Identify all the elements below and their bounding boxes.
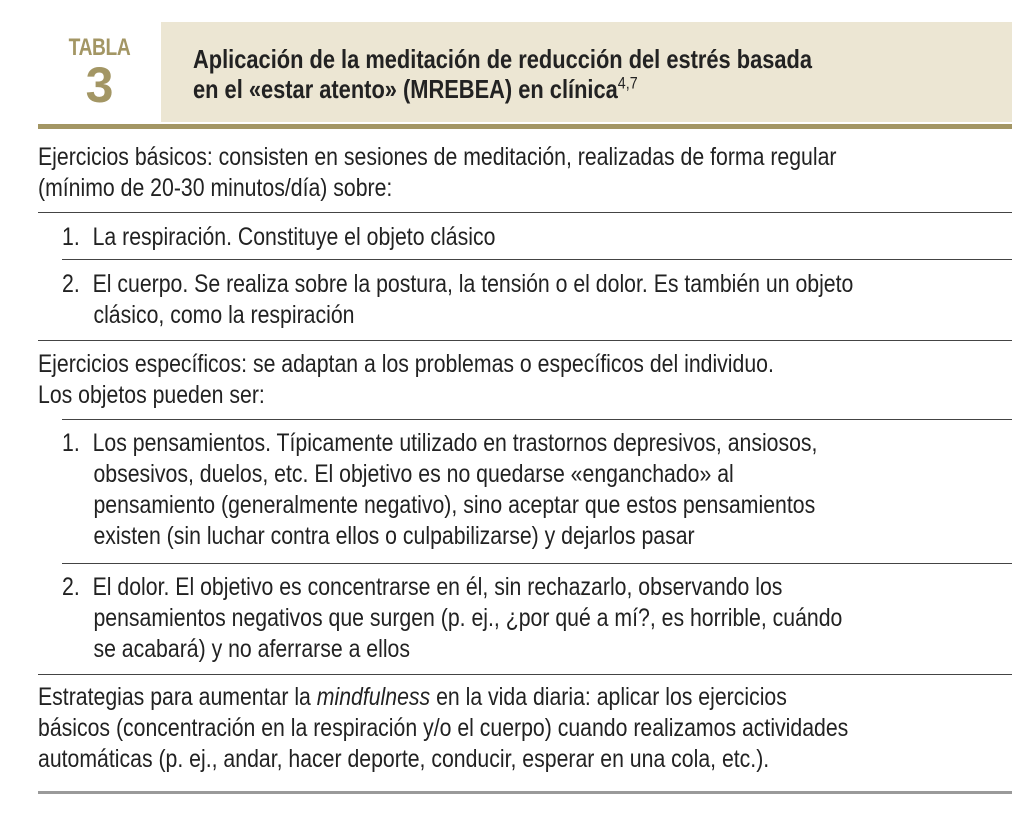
section-especificos	[38, 349, 1012, 411]
list-item-line: existen (sin luchar contra ellos o culpabilizarse) y dejarlos pasar	[93, 522, 695, 550]
list-item	[62, 428, 1012, 552]
section-especificos-line-1: Ejercicios específicos: se adaptan a los problemas o específicos del individuo.	[38, 350, 774, 378]
list-item-line: se acabará) y no aferrarse a ellos	[93, 635, 411, 663]
list-item-line: clásico, como la respiración	[93, 301, 355, 329]
estrategias-emphasis: mindfulness	[316, 683, 431, 711]
list-item-number: 2.	[62, 573, 80, 601]
header-rule	[38, 124, 1012, 129]
divider	[62, 419, 1012, 420]
list-item	[62, 572, 1012, 665]
table-header	[38, 22, 1012, 122]
list-item-text: Los pensamientos. Típicamente utilizado en trastornos depresivos, ansiosos,	[92, 429, 818, 457]
section-basicos-line-1: Ejercicios básicos: consisten en sesiones de meditación, realizadas de forma regular	[38, 143, 837, 171]
list-item-number: 2.	[62, 270, 80, 298]
list-item-line: pensamiento (generalmente negativo), sino aceptar que estos pensamientos	[93, 491, 816, 519]
list-item-text: El dolor. El objetivo es concentrarse en él, sin rechazarlo, observando los	[92, 573, 783, 601]
title-box	[161, 22, 1012, 122]
list-item-number: 1.	[62, 223, 80, 251]
estrategias-text-pre: Estrategias para aumentar la	[38, 683, 317, 711]
list-item-number: 1.	[62, 429, 80, 457]
estrategias-text-post: en la vida diaria: aplicar los ejercicios	[430, 683, 787, 711]
list-item	[62, 269, 1012, 331]
divider	[62, 563, 1012, 564]
list-item-line	[62, 222, 870, 253]
table-label	[38, 22, 161, 122]
table-title	[193, 44, 812, 104]
section-estrategias-line-2: básicos (concentración en la respiración y/o el cuerpo) cuando realizamos actividades	[38, 714, 849, 742]
list-item-line	[62, 269, 870, 300]
divider	[38, 212, 1012, 213]
title-line-2-text: en el «estar atento» (MREBEA) en clínica	[193, 74, 618, 104]
list-item-text: El cuerpo. Se realiza sobre la postura, la tensión o el dolor. Es también un objeto	[92, 270, 854, 298]
list-item-line: pensamientos negativos que surgen (p. ej., ¿por qué a mí?, es horrible, cuándo	[93, 604, 843, 632]
section-estrategias	[38, 682, 1012, 775]
title-line-2	[193, 74, 812, 104]
section-basicos-line-2: (mínimo de 20-30 minutos/día) sobre:	[38, 174, 393, 202]
bottom-rule	[38, 791, 1012, 794]
table-label-word: TABLA	[68, 34, 131, 61]
list-item-text: La respiración. Constituye el objeto clásico	[92, 223, 496, 251]
title-line-1: Aplicación de la meditación de reducción del estrés basada	[193, 44, 813, 74]
list-item-line	[62, 572, 870, 603]
title-references: 4,7	[617, 73, 638, 93]
list-item-line	[62, 428, 870, 459]
section-basicos	[38, 142, 1012, 204]
divider	[62, 259, 1012, 260]
section-especificos-line-2: Los objetos pueden ser:	[38, 381, 265, 409]
list-item-line: obsesivos, duelos, etc. El objetivo es no quedarse «enganchado» al	[93, 460, 734, 488]
list-item	[62, 222, 1012, 253]
section-estrategias-line-3: automáticas (p. ej., andar, hacer deporte, conducir, esperar en una cola, etc.).	[38, 745, 770, 773]
section-estrategias-line-1	[38, 682, 866, 713]
divider	[38, 340, 1012, 341]
table-number: 3	[85, 57, 114, 113]
divider	[38, 674, 1012, 675]
